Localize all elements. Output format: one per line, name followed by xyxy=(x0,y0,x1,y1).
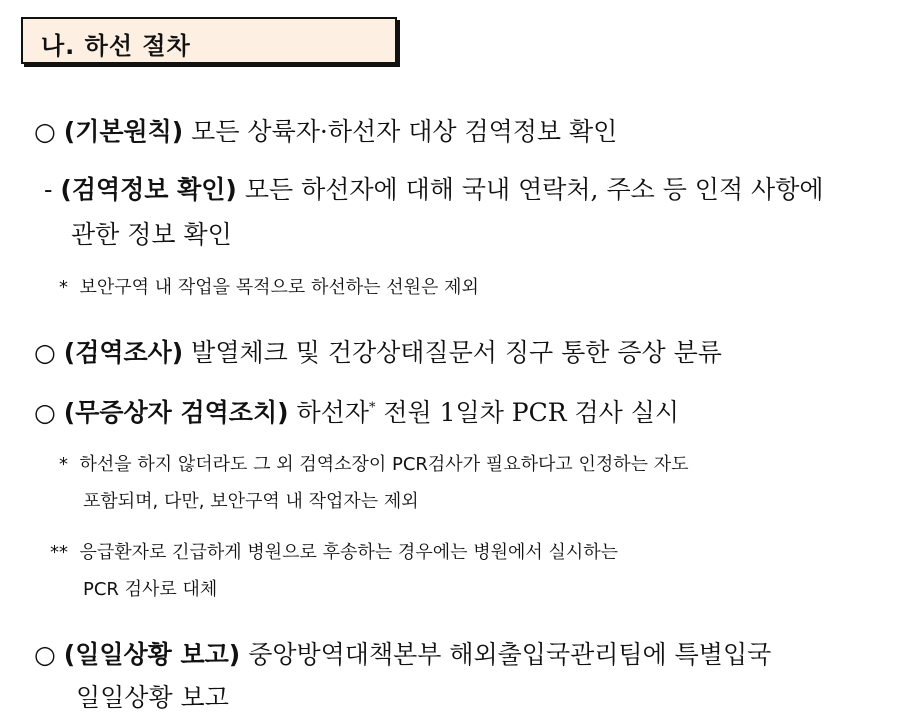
bullet-circle: ○ xyxy=(34,338,56,367)
footnote-ref: * xyxy=(368,400,376,416)
footnote-text: 응급환자로 긴급하게 병원으로 후송하는 경우에는 병원에서 실시하는 xyxy=(79,542,619,563)
item-text: 모든 상륙자·하선자 대상 검역정보 확인 xyxy=(183,117,618,146)
section-title: 나. 하선 절차 xyxy=(41,32,191,60)
footnote-marker: * xyxy=(59,454,68,475)
item-text: 하선자 xyxy=(288,398,369,427)
list-item xyxy=(34,112,617,148)
item-heading: (기본원칙) xyxy=(63,117,184,146)
item-heading: (검역정보 확인) xyxy=(60,175,237,204)
item-heading: (무증상자 검역조치) xyxy=(63,398,289,427)
list-item xyxy=(34,393,679,429)
footnote-text: 하선을 하지 않더라도 그 외 검역소장이 PCR검사가 필요하다고 인정하는 자도 xyxy=(79,454,689,475)
list-item xyxy=(34,333,722,369)
footnote-marker: * xyxy=(59,277,68,298)
footnote-continuation: PCR 검사로 대체 xyxy=(83,579,218,600)
bullet-circle: ○ xyxy=(34,640,56,669)
footnote-continuation: 포함되며, 다만, 보안구역 내 작업자는 제외 xyxy=(83,491,419,512)
item-text: 모든 하선자에 대해 국내 연락처, 주소 등 인적 사항에 xyxy=(236,175,824,204)
bullet-circle: ○ xyxy=(34,117,56,146)
footnote-text: 보안구역 내 작업을 목적으로 하선하는 선원은 제외 xyxy=(79,277,479,298)
bullet-dash: - xyxy=(44,175,53,204)
list-item xyxy=(34,635,771,671)
item-heading: (일일상황 보고) xyxy=(63,640,241,669)
footnote-marker: ** xyxy=(50,542,68,563)
item-continuation: 관한 정보 확인 xyxy=(71,220,232,249)
item-text: 중앙방역대책본부 해외출입국관리팀에 특별입국 xyxy=(240,640,772,669)
footnote xyxy=(59,273,479,299)
section-title-box xyxy=(21,17,397,64)
item-continuation: 일일상황 보고 xyxy=(76,683,229,712)
bullet-circle: ○ xyxy=(34,398,56,427)
list-item xyxy=(44,170,892,206)
footnote xyxy=(59,450,689,476)
footnote xyxy=(50,538,618,564)
item-text: 발열체크 및 건강상태질문서 징구 통한 증상 분류 xyxy=(183,338,722,367)
item-text: 전원 1일차 PCR 검사 실시 xyxy=(375,398,680,427)
item-heading: (검역조사) xyxy=(63,338,184,367)
